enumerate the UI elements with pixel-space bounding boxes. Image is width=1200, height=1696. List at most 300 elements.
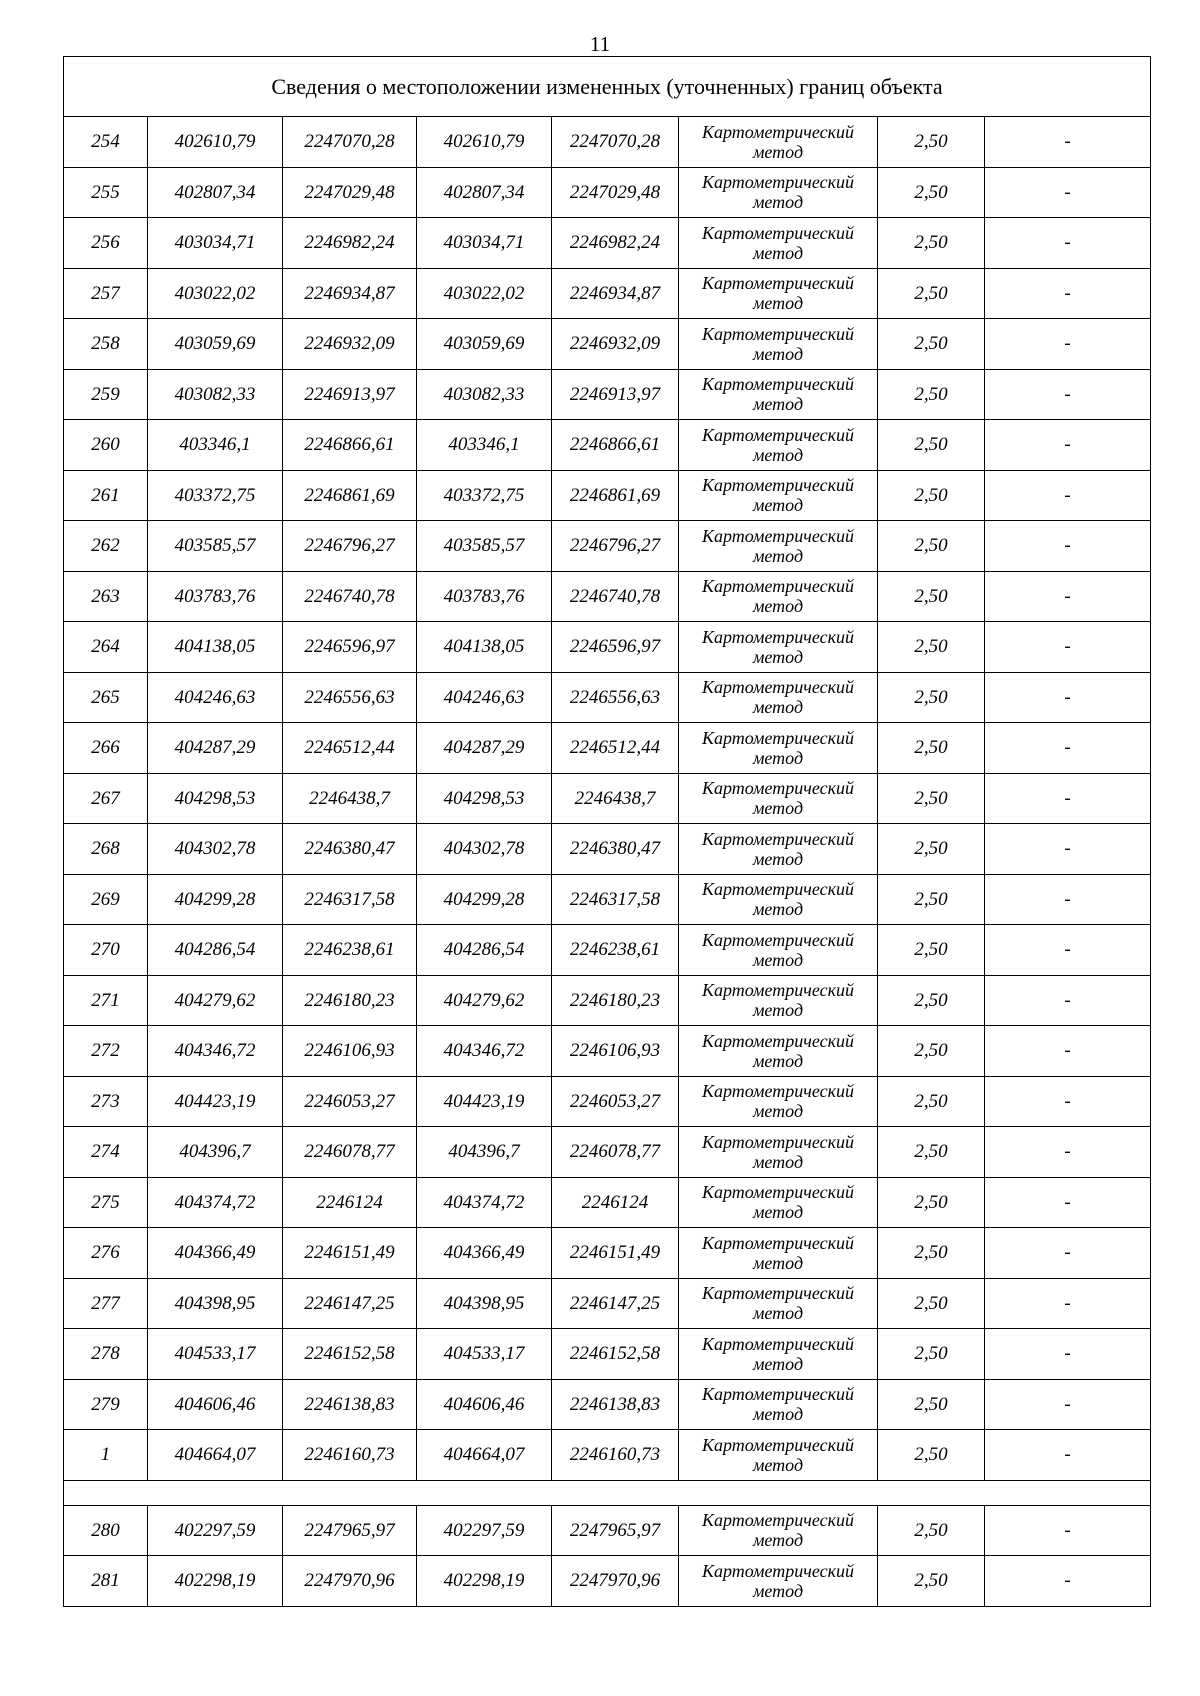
point-number-cell: 254 [64, 117, 148, 168]
accuracy-cell: 2,50 [878, 369, 985, 420]
method-cell [679, 167, 878, 218]
refined-x-cell: 403034,71 [417, 218, 552, 269]
table-row [64, 1026, 1151, 1077]
point-number-cell: 266 [64, 723, 148, 774]
accuracy-cell: 2,50 [878, 1177, 985, 1228]
existing-y-cell: 2246238,61 [283, 925, 417, 976]
note-cell: - [985, 672, 1151, 723]
existing-y-cell: 2247965,97 [283, 1505, 417, 1556]
point-number-cell: 281 [64, 1556, 148, 1607]
method-cell [679, 874, 878, 925]
accuracy-cell: 2,50 [878, 874, 985, 925]
method-cell [679, 1556, 878, 1607]
accuracy-cell: 2,50 [878, 1556, 985, 1607]
method-line2: метод [752, 697, 804, 718]
table-row [64, 1556, 1151, 1607]
table-row [64, 1127, 1151, 1178]
table-row [64, 622, 1151, 673]
refined-x-cell: 404287,29 [417, 723, 552, 774]
refined-x-cell: 404286,54 [417, 925, 552, 976]
refined-y-cell: 2246152,58 [552, 1329, 679, 1380]
existing-x-cell: 404366,49 [148, 1228, 283, 1279]
refined-y-cell: 2246138,83 [552, 1379, 679, 1430]
accuracy-cell: 2,50 [878, 1076, 985, 1127]
method-line2: метод [752, 646, 804, 667]
refined-x-cell: 403059,69 [417, 319, 552, 370]
method-line1: Картометрический [701, 1283, 854, 1304]
method-cell [679, 672, 878, 723]
refined-x-cell: 402298,19 [417, 1556, 552, 1607]
accuracy-cell: 2,50 [878, 824, 985, 875]
method-cell [679, 117, 878, 168]
page-number: 11 [589, 32, 611, 56]
refined-x-cell: 404396,7 [417, 1127, 552, 1178]
note-cell: - [985, 1329, 1151, 1380]
refined-y-cell: 2247070,28 [552, 117, 679, 168]
point-number-cell: 272 [64, 1026, 148, 1077]
note-cell: - [985, 925, 1151, 976]
method-line2: метод [752, 1000, 804, 1021]
existing-y-cell: 2246180,23 [283, 975, 417, 1026]
existing-y-cell: 2247070,28 [283, 117, 417, 168]
method-cell [679, 1278, 878, 1329]
method-line2: метод [752, 495, 804, 516]
existing-y-cell: 2246596,97 [283, 622, 417, 673]
table-row [64, 521, 1151, 572]
existing-y-cell: 2246934,87 [283, 268, 417, 319]
method-cell [679, 420, 878, 471]
table-row [64, 874, 1151, 925]
refined-x-cell: 404366,49 [417, 1228, 552, 1279]
existing-x-cell: 404374,72 [148, 1177, 283, 1228]
existing-y-cell: 2246438,7 [283, 773, 417, 824]
method-line1: Картометрический [701, 879, 854, 900]
method-line1: Картометрический [701, 1131, 854, 1152]
refined-y-cell: 2246078,77 [552, 1127, 679, 1178]
note-cell: - [985, 470, 1151, 521]
refined-y-cell: 2246317,58 [552, 874, 679, 925]
point-number-cell: 268 [64, 824, 148, 875]
existing-x-cell: 404423,19 [148, 1076, 283, 1127]
accuracy-cell: 2,50 [878, 319, 985, 370]
method-line1: Картометрический [701, 1510, 854, 1531]
refined-x-cell: 404533,17 [417, 1329, 552, 1380]
method-line1: Картометрический [701, 677, 854, 698]
method-cell [679, 218, 878, 269]
method-cell [679, 723, 878, 774]
existing-x-cell: 404298,53 [148, 773, 283, 824]
accuracy-cell: 2,50 [878, 1430, 985, 1481]
refined-x-cell: 404246,63 [417, 672, 552, 723]
accuracy-cell: 2,50 [878, 1127, 985, 1178]
refined-x-cell: 403346,1 [417, 420, 552, 471]
accuracy-cell: 2,50 [878, 1379, 985, 1430]
existing-x-cell: 403783,76 [148, 571, 283, 622]
refined-x-cell: 404299,28 [417, 874, 552, 925]
method-line1: Картометрический [701, 1333, 854, 1354]
point-number-cell: 1 [64, 1430, 148, 1481]
point-number-cell: 259 [64, 369, 148, 420]
method-cell [679, 773, 878, 824]
method-line2: метод [752, 545, 804, 566]
point-number-cell: 258 [64, 319, 148, 370]
refined-x-cell: 404664,07 [417, 1430, 552, 1481]
note-cell: - [985, 167, 1151, 218]
existing-x-cell: 403585,57 [148, 521, 283, 572]
method-line1: Картометрический [701, 828, 854, 849]
point-number-cell: 263 [64, 571, 148, 622]
note-cell: - [985, 1278, 1151, 1329]
contour-separator-row [64, 1480, 1151, 1505]
accuracy-cell: 2,50 [878, 218, 985, 269]
method-line1: Картометрический [701, 1560, 854, 1581]
table-row [64, 975, 1151, 1026]
table-row [64, 1076, 1151, 1127]
method-line2: метод [752, 1202, 804, 1223]
table-title-row [64, 57, 1151, 117]
refined-y-cell: 2246380,47 [552, 824, 679, 875]
method-cell [679, 1430, 878, 1481]
existing-y-cell: 2246124 [283, 1177, 417, 1228]
method-line2: метод [752, 1580, 804, 1601]
refined-y-cell: 2246934,87 [552, 268, 679, 319]
note-cell: - [985, 1127, 1151, 1178]
table-row [64, 1430, 1151, 1481]
existing-y-cell: 2246317,58 [283, 874, 417, 925]
table-row [64, 1379, 1151, 1430]
refined-x-cell: 403082,33 [417, 369, 552, 420]
method-line1: Картометрический [701, 1081, 854, 1102]
method-line2: метод [752, 949, 804, 970]
existing-x-cell: 402297,59 [148, 1505, 283, 1556]
accuracy-cell: 2,50 [878, 1026, 985, 1077]
method-line2: метод [752, 1303, 804, 1324]
refined-x-cell: 403585,57 [417, 521, 552, 572]
table-row [64, 1329, 1151, 1380]
point-number-cell: 264 [64, 622, 148, 673]
point-number-cell: 275 [64, 1177, 148, 1228]
refined-y-cell: 2246124 [552, 1177, 679, 1228]
existing-x-cell: 404286,54 [148, 925, 283, 976]
accuracy-cell: 2,50 [878, 1505, 985, 1556]
accuracy-cell: 2,50 [878, 1329, 985, 1380]
existing-y-cell: 2246866,61 [283, 420, 417, 471]
refined-x-cell: 402297,59 [417, 1505, 552, 1556]
existing-x-cell: 404396,7 [148, 1127, 283, 1178]
accuracy-cell: 2,50 [878, 622, 985, 673]
note-cell: - [985, 874, 1151, 925]
point-number-cell: 256 [64, 218, 148, 269]
refined-y-cell: 2246151,49 [552, 1228, 679, 1279]
note-cell: - [985, 1228, 1151, 1279]
point-number-cell: 265 [64, 672, 148, 723]
accuracy-cell: 2,50 [878, 1278, 985, 1329]
refined-x-cell: 403372,75 [417, 470, 552, 521]
table-row [64, 773, 1151, 824]
existing-y-cell: 2247970,96 [283, 1556, 417, 1607]
refined-y-cell: 2246982,24 [552, 218, 679, 269]
method-line1: Картометрический [701, 475, 854, 496]
refined-y-cell: 2246147,25 [552, 1278, 679, 1329]
method-line1: Картометрический [701, 222, 854, 243]
method-line2: метод [752, 192, 804, 213]
method-line1: Картометрический [701, 525, 854, 546]
refined-x-cell: 403022,02 [417, 268, 552, 319]
existing-y-cell: 2246796,27 [283, 521, 417, 572]
existing-y-cell: 2246078,77 [283, 1127, 417, 1178]
point-number-cell: 255 [64, 167, 148, 218]
table-row [64, 925, 1151, 976]
refined-x-cell: 404398,95 [417, 1278, 552, 1329]
existing-x-cell: 404279,62 [148, 975, 283, 1026]
accuracy-cell: 2,50 [878, 117, 985, 168]
existing-x-cell: 403022,02 [148, 268, 283, 319]
method-line2: метод [752, 1252, 804, 1273]
refined-y-cell: 2246438,7 [552, 773, 679, 824]
existing-x-cell: 403082,33 [148, 369, 283, 420]
method-line1: Картометрический [701, 778, 854, 799]
method-line1: Картометрический [701, 424, 854, 445]
accuracy-cell: 2,50 [878, 571, 985, 622]
method-line1: Картометрический [701, 1434, 854, 1455]
accuracy-cell: 2,50 [878, 773, 985, 824]
method-cell [679, 1026, 878, 1077]
existing-x-cell: 404138,05 [148, 622, 283, 673]
refined-y-cell: 2246053,27 [552, 1076, 679, 1127]
refined-y-cell: 2246866,61 [552, 420, 679, 471]
accuracy-cell: 2,50 [878, 672, 985, 723]
existing-x-cell: 402298,19 [148, 1556, 283, 1607]
existing-y-cell: 2246147,25 [283, 1278, 417, 1329]
refined-y-cell: 2247029,48 [552, 167, 679, 218]
refined-x-cell: 402807,34 [417, 167, 552, 218]
note-cell: - [985, 218, 1151, 269]
table-row [64, 1228, 1151, 1279]
table-row [64, 824, 1151, 875]
point-number-cell: 270 [64, 925, 148, 976]
point-number-cell: 273 [64, 1076, 148, 1127]
method-line1: Картометрический [701, 1030, 854, 1051]
note-cell: - [985, 369, 1151, 420]
note-cell: - [985, 117, 1151, 168]
note-cell: - [985, 824, 1151, 875]
point-number-cell: 277 [64, 1278, 148, 1329]
method-line1: Картометрический [701, 323, 854, 344]
method-cell [679, 470, 878, 521]
refined-y-cell: 2247970,96 [552, 1556, 679, 1607]
note-cell: - [985, 1026, 1151, 1077]
refined-x-cell: 404302,78 [417, 824, 552, 875]
table-row [64, 723, 1151, 774]
method-line2: метод [752, 141, 804, 162]
method-cell [679, 571, 878, 622]
table-row [64, 571, 1151, 622]
accuracy-cell: 2,50 [878, 420, 985, 471]
accuracy-cell: 2,50 [878, 268, 985, 319]
existing-x-cell: 404606,46 [148, 1379, 283, 1430]
table-row [64, 268, 1151, 319]
existing-x-cell: 404287,29 [148, 723, 283, 774]
point-number-cell: 276 [64, 1228, 148, 1279]
method-cell [679, 1329, 878, 1380]
method-line2: метод [752, 596, 804, 617]
existing-x-cell: 402807,34 [148, 167, 283, 218]
accuracy-cell: 2,50 [878, 167, 985, 218]
point-number-cell: 260 [64, 420, 148, 471]
note-cell: - [985, 571, 1151, 622]
method-line1: Картометрический [701, 374, 854, 395]
note-cell: - [985, 1505, 1151, 1556]
coordinates-table [63, 56, 1151, 1607]
existing-y-cell: 2247029,48 [283, 167, 417, 218]
method-line1: Картометрический [701, 576, 854, 597]
method-line2: метод [752, 848, 804, 869]
method-line2: метод [752, 444, 804, 465]
existing-x-cell: 404346,72 [148, 1026, 283, 1077]
method-line2: метод [752, 747, 804, 768]
method-line2: метод [752, 1404, 804, 1425]
point-number-cell: 262 [64, 521, 148, 572]
table-row [64, 1505, 1151, 1556]
refined-y-cell: 2246512,44 [552, 723, 679, 774]
point-number-cell: 261 [64, 470, 148, 521]
method-line1: Картометрический [701, 626, 854, 647]
table-row [64, 117, 1151, 168]
method-cell [679, 369, 878, 420]
note-cell: - [985, 622, 1151, 673]
refined-x-cell: 403783,76 [417, 571, 552, 622]
refined-x-cell: 404423,19 [417, 1076, 552, 1127]
existing-x-cell: 404664,07 [148, 1430, 283, 1481]
method-cell [679, 1076, 878, 1127]
existing-x-cell: 403372,75 [148, 470, 283, 521]
existing-y-cell: 2246160,73 [283, 1430, 417, 1481]
accuracy-cell: 2,50 [878, 975, 985, 1026]
table-title: Сведения о местоположении измененных (уточненных) границ объекта [64, 57, 1151, 117]
method-line2: метод [752, 1353, 804, 1374]
point-number-cell: 279 [64, 1379, 148, 1430]
note-cell: - [985, 521, 1151, 572]
method-line2: метод [752, 1050, 804, 1071]
refined-y-cell: 2246160,73 [552, 1430, 679, 1481]
existing-x-cell: 404299,28 [148, 874, 283, 925]
refined-y-cell: 2247965,97 [552, 1505, 679, 1556]
point-number-cell: 267 [64, 773, 148, 824]
method-line1: Картометрический [701, 121, 854, 142]
existing-x-cell: 404398,95 [148, 1278, 283, 1329]
existing-y-cell: 2246982,24 [283, 218, 417, 269]
table-row [64, 218, 1151, 269]
table-row [64, 369, 1151, 420]
table-row [64, 167, 1151, 218]
note-cell: - [985, 1430, 1151, 1481]
existing-x-cell: 403034,71 [148, 218, 283, 269]
existing-y-cell: 2246740,78 [283, 571, 417, 622]
method-cell [679, 1228, 878, 1279]
refined-y-cell: 2246932,09 [552, 319, 679, 370]
method-line2: метод [752, 1530, 804, 1551]
refined-y-cell: 2246796,27 [552, 521, 679, 572]
point-number-cell: 257 [64, 268, 148, 319]
existing-y-cell: 2246512,44 [283, 723, 417, 774]
accuracy-cell: 2,50 [878, 723, 985, 774]
existing-y-cell: 2246556,63 [283, 672, 417, 723]
method-cell [679, 622, 878, 673]
method-line2: метод [752, 899, 804, 920]
existing-x-cell: 403346,1 [148, 420, 283, 471]
note-cell: - [985, 1379, 1151, 1430]
table-row [64, 1177, 1151, 1228]
method-cell [679, 319, 878, 370]
refined-y-cell: 2246238,61 [552, 925, 679, 976]
existing-y-cell: 2246138,83 [283, 1379, 417, 1430]
table-row [64, 319, 1151, 370]
existing-y-cell: 2246913,97 [283, 369, 417, 420]
existing-x-cell: 404533,17 [148, 1329, 283, 1380]
method-line2: метод [752, 1151, 804, 1172]
method-line2: метод [752, 1101, 804, 1122]
method-line2: метод [752, 343, 804, 364]
method-line1: Картометрический [701, 273, 854, 294]
method-line1: Картометрический [701, 929, 854, 950]
note-cell: - [985, 1177, 1151, 1228]
refined-y-cell: 2246556,63 [552, 672, 679, 723]
method-line1: Картометрический [701, 980, 854, 1001]
point-number-cell: 278 [64, 1329, 148, 1380]
existing-y-cell: 2246152,58 [283, 1329, 417, 1380]
existing-y-cell: 2246053,27 [283, 1076, 417, 1127]
method-cell [679, 1505, 878, 1556]
method-cell [679, 521, 878, 572]
accuracy-cell: 2,50 [878, 521, 985, 572]
note-cell: - [985, 975, 1151, 1026]
existing-x-cell: 404246,63 [148, 672, 283, 723]
accuracy-cell: 2,50 [878, 470, 985, 521]
existing-x-cell: 402610,79 [148, 117, 283, 168]
refined-x-cell: 404346,72 [417, 1026, 552, 1077]
method-line1: Картометрический [701, 1384, 854, 1405]
refined-y-cell: 2246861,69 [552, 470, 679, 521]
method-line1: Картометрический [701, 172, 854, 193]
point-number-cell: 271 [64, 975, 148, 1026]
method-cell [679, 1127, 878, 1178]
existing-x-cell: 404302,78 [148, 824, 283, 875]
contour-separator-cell [64, 1480, 1151, 1505]
note-cell: - [985, 268, 1151, 319]
method-line1: Картометрический [701, 727, 854, 748]
refined-y-cell: 2246106,93 [552, 1026, 679, 1077]
note-cell: - [985, 1556, 1151, 1607]
note-cell: - [985, 319, 1151, 370]
refined-y-cell: 2246740,78 [552, 571, 679, 622]
note-cell: - [985, 723, 1151, 774]
existing-y-cell: 2246380,47 [283, 824, 417, 875]
method-line2: метод [752, 798, 804, 819]
method-line2: метод [752, 293, 804, 314]
note-cell: - [985, 1076, 1151, 1127]
refined-x-cell: 404138,05 [417, 622, 552, 673]
note-cell: - [985, 420, 1151, 471]
refined-x-cell: 402610,79 [417, 117, 552, 168]
point-number-cell: 269 [64, 874, 148, 925]
existing-y-cell: 2246861,69 [283, 470, 417, 521]
refined-x-cell: 404298,53 [417, 773, 552, 824]
refined-y-cell: 2246596,97 [552, 622, 679, 673]
method-line1: Картометрический [701, 1182, 854, 1203]
method-cell [679, 268, 878, 319]
point-number-cell: 280 [64, 1505, 148, 1556]
method-line2: метод [752, 1454, 804, 1475]
